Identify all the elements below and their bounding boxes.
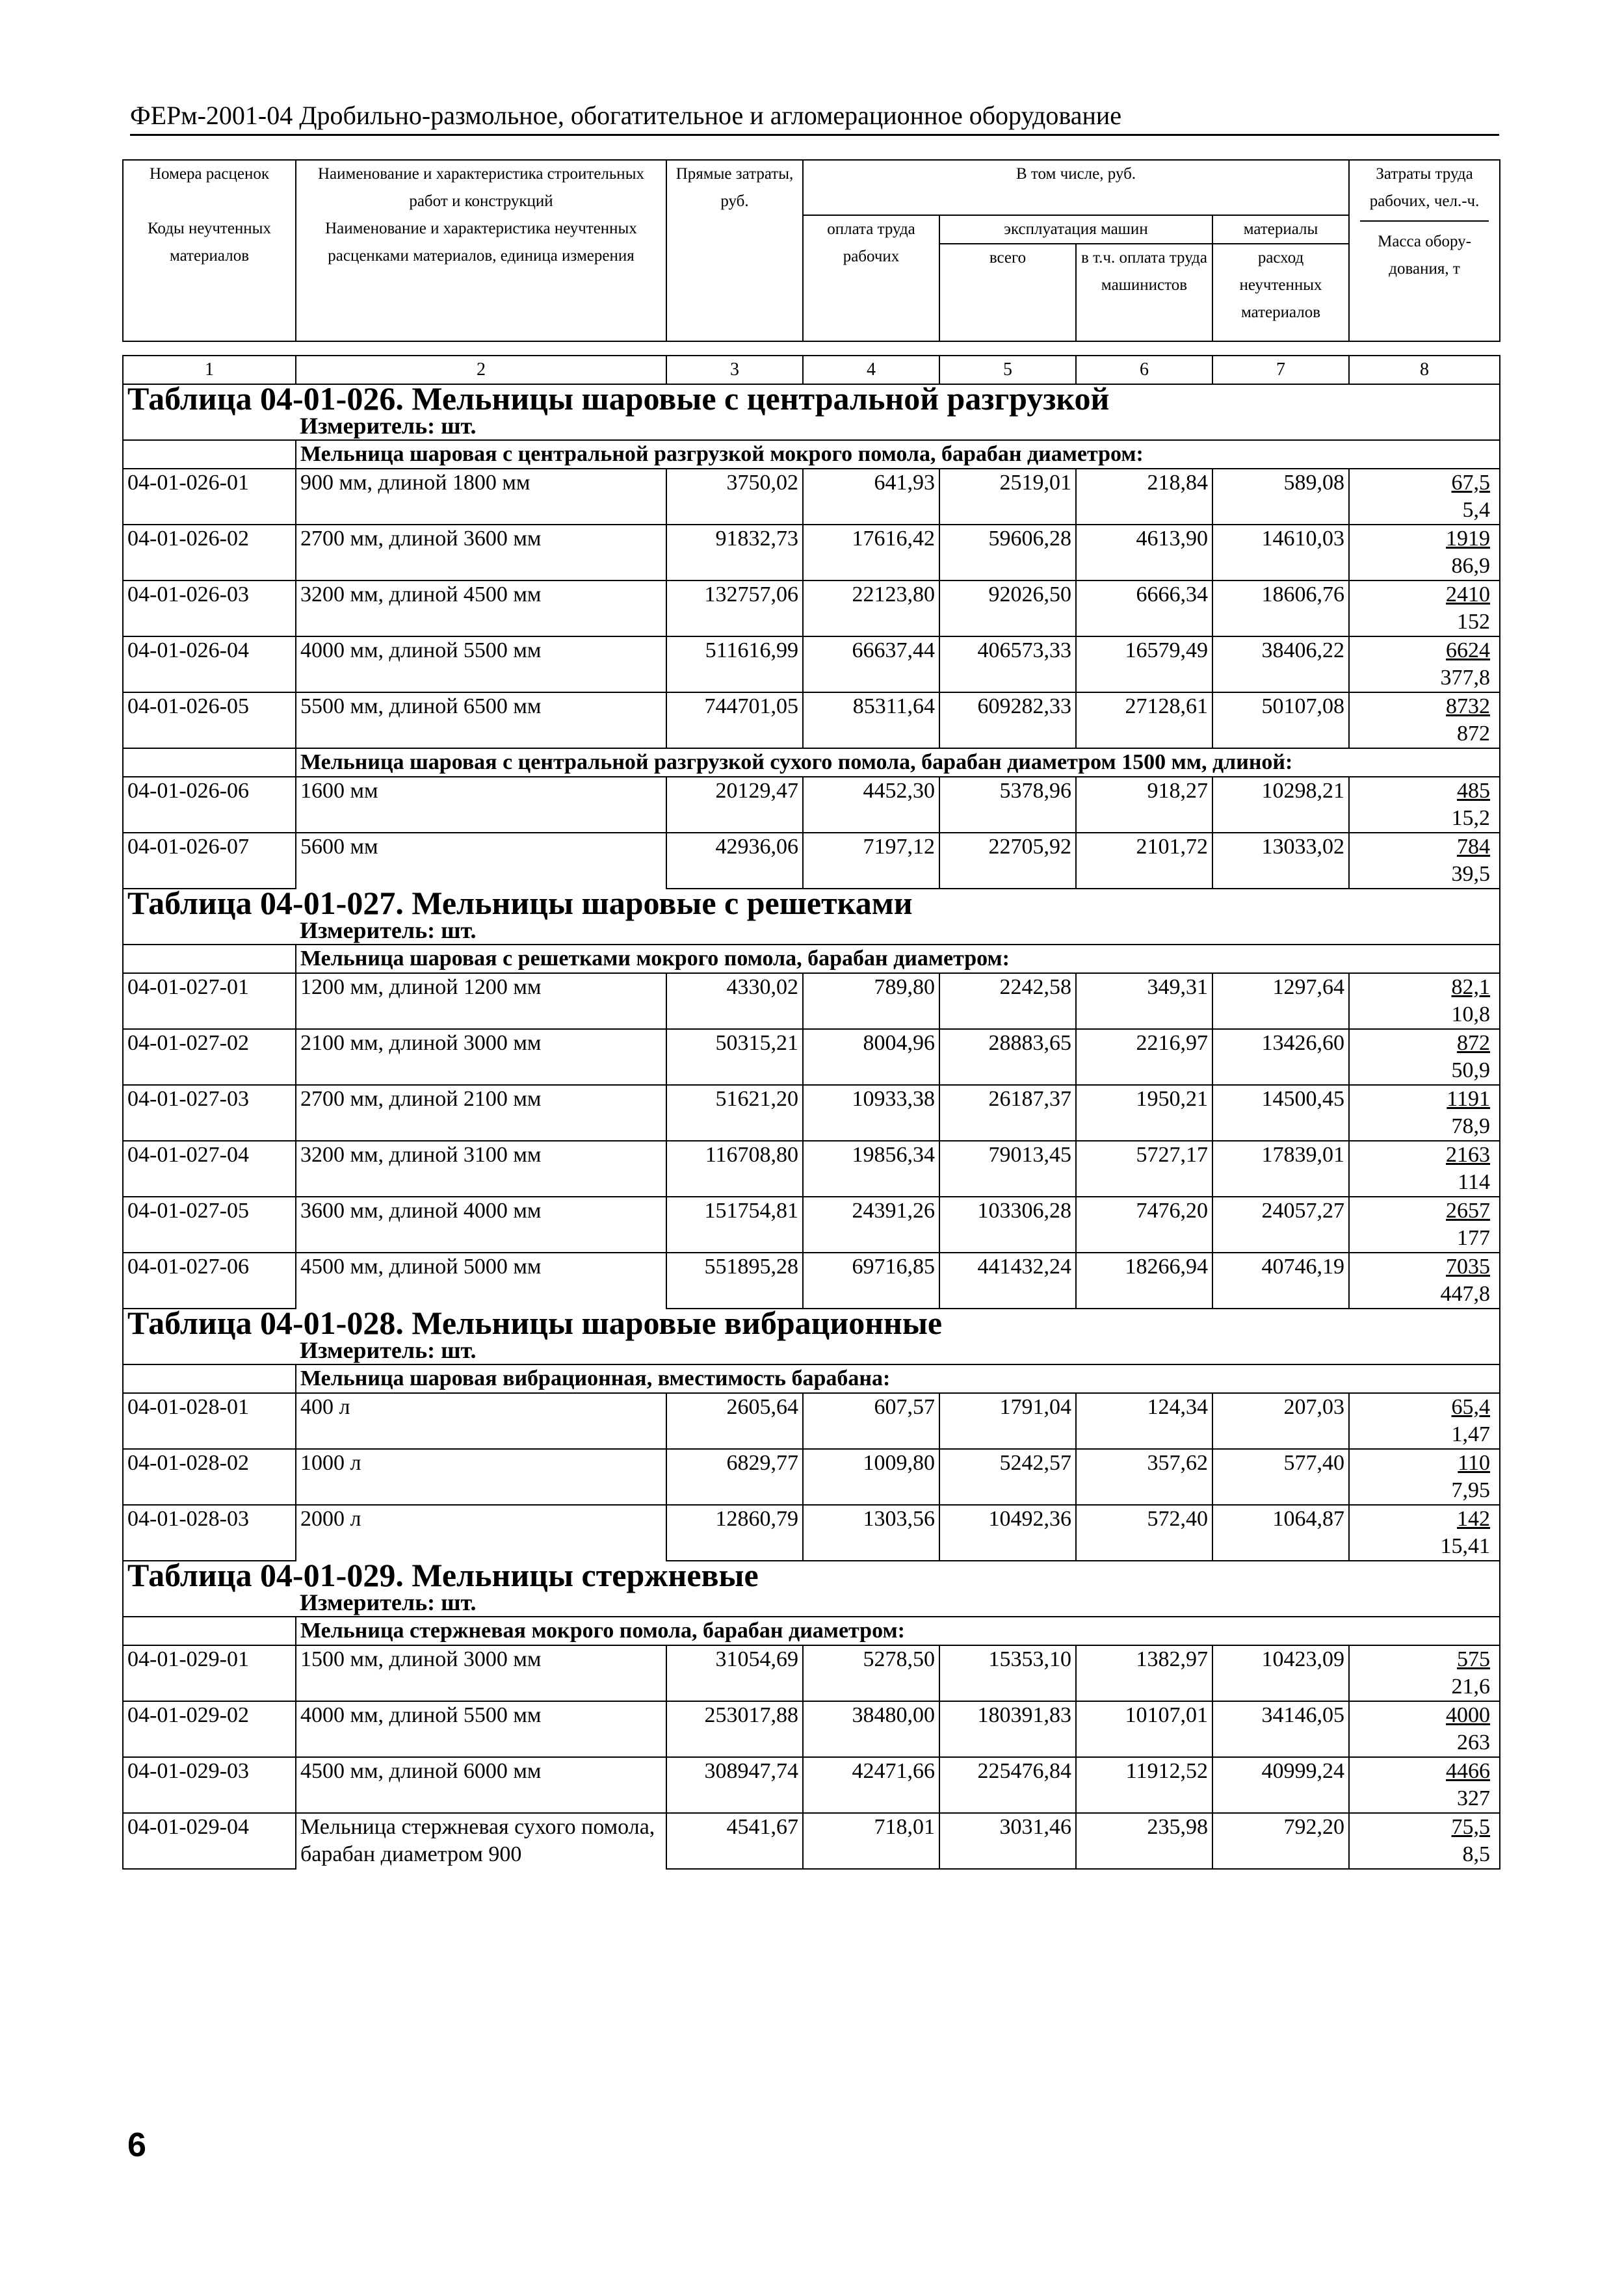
labor-wages: 5278,50 bbox=[803, 1645, 939, 1673]
equipment-mass: 377,8 bbox=[1349, 664, 1500, 692]
col-number: 6 bbox=[1076, 356, 1212, 384]
labor-hours bbox=[1349, 1757, 1500, 1785]
machinists-wages: 572,40 bbox=[1076, 1505, 1212, 1533]
equipment-mass: 21,6 bbox=[1349, 1673, 1500, 1701]
labor-hours bbox=[1349, 1141, 1500, 1169]
machines-header: эксплуатация машин bbox=[939, 215, 1212, 244]
rate-code: 04-01-026-04 bbox=[123, 636, 296, 664]
machines-total: 15353,10 bbox=[939, 1645, 1076, 1673]
machines-total: 22705,92 bbox=[939, 833, 1076, 861]
col4-header: оплата труда рабочих bbox=[803, 215, 939, 341]
equipment-mass: 86,9 bbox=[1349, 553, 1500, 581]
work-description: 3600 мм, длиной 4000 мм bbox=[296, 1197, 666, 1253]
direct-costs: 31054,69 bbox=[666, 1645, 803, 1673]
table-row bbox=[123, 1029, 1500, 1057]
machinists-wages: 918,27 bbox=[1076, 777, 1212, 805]
rate-code: 04-01-028-03 bbox=[123, 1505, 296, 1533]
rate-code: 04-01-027-04 bbox=[123, 1141, 296, 1169]
rate-code: 04-01-028-02 bbox=[123, 1449, 296, 1477]
work-description: 1500 мм, длиной 3000 мм bbox=[296, 1645, 666, 1701]
machinists-wages: 218,84 bbox=[1076, 469, 1212, 497]
col-number: 2 bbox=[296, 356, 666, 384]
table-row bbox=[123, 1757, 1500, 1785]
labor-hours bbox=[1349, 777, 1500, 805]
labor-wages: 4452,30 bbox=[803, 777, 939, 805]
direct-costs: 3750,02 bbox=[666, 469, 803, 497]
direct-costs: 91832,73 bbox=[666, 525, 803, 553]
machines-total: 3031,46 bbox=[939, 1813, 1076, 1841]
equipment-mass: 114 bbox=[1349, 1169, 1500, 1197]
table-row bbox=[123, 1253, 1500, 1281]
equipment-mass: 177 bbox=[1349, 1225, 1500, 1253]
materials-cost: 10298,21 bbox=[1212, 777, 1349, 805]
rate-code: 04-01-026-07 bbox=[123, 833, 296, 861]
direct-costs: 4541,67 bbox=[666, 1813, 803, 1841]
labor-hours bbox=[1349, 1701, 1500, 1729]
table-row bbox=[123, 525, 1500, 553]
labor-hours-value: 1919 bbox=[1446, 527, 1491, 551]
labor-wages: 69716,85 bbox=[803, 1253, 939, 1281]
table-row bbox=[123, 692, 1500, 720]
materials-cost: 14610,03 bbox=[1212, 525, 1349, 553]
materials-cost: 1297,64 bbox=[1212, 973, 1349, 1001]
labor-wages: 1303,56 bbox=[803, 1505, 939, 1533]
labor-hours bbox=[1349, 1029, 1500, 1057]
materials-cost: 577,40 bbox=[1212, 1449, 1349, 1477]
direct-costs: 132757,06 bbox=[666, 581, 803, 608]
labor-wages: 8004,96 bbox=[803, 1029, 939, 1057]
machinists-wages: 6666,34 bbox=[1076, 581, 1212, 608]
direct-costs: 511616,99 bbox=[666, 636, 803, 664]
labor-hours-value: 6624 bbox=[1446, 638, 1491, 662]
col7-header: расход неучтенных материалов bbox=[1212, 244, 1349, 341]
machinists-wages: 4613,90 bbox=[1076, 525, 1212, 553]
rate-code: 04-01-027-01 bbox=[123, 973, 296, 1001]
materials-cost: 24057,27 bbox=[1212, 1197, 1349, 1225]
work-description: 1000 л bbox=[296, 1449, 666, 1505]
work-description: 1600 мм bbox=[296, 777, 666, 833]
materials-header: материалы bbox=[1212, 215, 1349, 244]
col1-bottom-header: Коды неучтенных материалов bbox=[123, 215, 296, 341]
table-row bbox=[123, 973, 1500, 1001]
machinists-wages: 27128,61 bbox=[1076, 692, 1212, 720]
rate-code: 04-01-027-05 bbox=[123, 1197, 296, 1225]
labor-hours bbox=[1349, 1645, 1500, 1673]
table-title: Таблица 04-01-028. Мельницы шаровые вибрационные bbox=[123, 1309, 1500, 1337]
labor-hours bbox=[1349, 1813, 1500, 1841]
col8-header bbox=[1349, 160, 1500, 341]
rates-table bbox=[122, 159, 1500, 1870]
col-number: 8 bbox=[1349, 356, 1500, 384]
materials-cost: 17839,01 bbox=[1212, 1141, 1349, 1169]
direct-costs: 20129,47 bbox=[666, 777, 803, 805]
labor-hours-value: 4000 bbox=[1446, 1703, 1491, 1727]
incl-header: В том числе, руб. bbox=[803, 160, 1349, 215]
machines-total: 609282,33 bbox=[939, 692, 1076, 720]
table-row bbox=[123, 469, 1500, 497]
machines-total: 79013,45 bbox=[939, 1141, 1076, 1169]
work-description: 2700 мм, длиной 3600 мм bbox=[296, 525, 666, 581]
table-row bbox=[123, 581, 1500, 608]
table-row bbox=[123, 1505, 1500, 1533]
rate-code: 04-01-029-03 bbox=[123, 1757, 296, 1785]
direct-costs: 6829,77 bbox=[666, 1449, 803, 1477]
machinists-wages: 1382,97 bbox=[1076, 1645, 1212, 1673]
rate-code: 04-01-029-04 bbox=[123, 1813, 296, 1841]
direct-costs: 2605,64 bbox=[666, 1393, 803, 1421]
labor-hours bbox=[1349, 1085, 1500, 1113]
labor-hours bbox=[1349, 1505, 1500, 1533]
machinists-wages: 7476,20 bbox=[1076, 1197, 1212, 1225]
labor-hours bbox=[1349, 973, 1500, 1001]
equipment-mass: 39,5 bbox=[1349, 861, 1500, 889]
group-label: Мельница шаровая с центральной разгрузкой сухого помола, барабан диаметром 1500 мм, длиной: bbox=[296, 748, 1500, 777]
col8-bottom-header: Масса обору-дования, т bbox=[1378, 233, 1471, 278]
labor-hours bbox=[1349, 636, 1500, 664]
direct-costs: 308947,74 bbox=[666, 1757, 803, 1785]
machines-total: 180391,83 bbox=[939, 1701, 1076, 1729]
direct-costs: 4330,02 bbox=[666, 973, 803, 1001]
table-row bbox=[123, 777, 1500, 805]
rate-code: 04-01-026-02 bbox=[123, 525, 296, 553]
table-title: Таблица 04-01-026. Мельницы шаровые с центральной разгрузкой bbox=[123, 384, 1500, 412]
labor-hours bbox=[1349, 1393, 1500, 1421]
group-label: Мельница шаровая с решетками мокрого помола, барабан диаметром: bbox=[296, 945, 1500, 973]
machines-total: 441432,24 bbox=[939, 1253, 1076, 1281]
measure-unit: Измеритель: шт. bbox=[296, 1589, 1500, 1617]
materials-cost: 589,08 bbox=[1212, 469, 1349, 497]
work-description: 2700 мм, длиной 2100 мм bbox=[296, 1085, 666, 1141]
labor-wages: 718,01 bbox=[803, 1813, 939, 1841]
col1-top-header: Номера расценок bbox=[123, 160, 296, 215]
materials-cost: 10423,09 bbox=[1212, 1645, 1349, 1673]
equipment-mass: 872 bbox=[1349, 720, 1500, 748]
machinists-wages: 11912,52 bbox=[1076, 1757, 1212, 1785]
labor-wages: 38480,00 bbox=[803, 1701, 939, 1729]
measure-unit: Измеритель: шт. bbox=[296, 412, 1500, 440]
machines-total: 406573,33 bbox=[939, 636, 1076, 664]
machinists-wages: 18266,94 bbox=[1076, 1253, 1212, 1281]
machinists-wages: 124,34 bbox=[1076, 1393, 1212, 1421]
measure-unit: Измеритель: шт. bbox=[296, 917, 1500, 945]
table-title: Таблица 04-01-027. Мельницы шаровые с решетками bbox=[123, 889, 1500, 917]
labor-wages: 607,57 bbox=[803, 1393, 939, 1421]
work-description: 4500 мм, длиной 5000 мм bbox=[296, 1253, 666, 1309]
page-header-title: ФЕРм-2001-04 Дробильно-размольное, обогатительное и агломерационное оборудование bbox=[130, 98, 1499, 136]
machines-total: 1791,04 bbox=[939, 1393, 1076, 1421]
col8-top-header: Затраты труда рабочих, чел.-ч. bbox=[1360, 161, 1489, 222]
materials-cost: 18606,76 bbox=[1212, 581, 1349, 608]
table-row bbox=[123, 1393, 1500, 1421]
materials-cost: 14500,45 bbox=[1212, 1085, 1349, 1113]
group-label: Мельница шаровая вибрационная, вместимость барабана: bbox=[296, 1364, 1500, 1393]
rate-code: 04-01-026-01 bbox=[123, 469, 296, 497]
materials-cost: 50107,08 bbox=[1212, 692, 1349, 720]
machines-total: 103306,28 bbox=[939, 1197, 1076, 1225]
labor-hours bbox=[1349, 469, 1500, 497]
work-description: 4500 мм, длиной 6000 мм bbox=[296, 1757, 666, 1813]
labor-wages: 17616,42 bbox=[803, 525, 939, 553]
direct-costs: 42936,06 bbox=[666, 833, 803, 861]
labor-hours-value: 67,5 bbox=[1451, 471, 1491, 495]
equipment-mass: 15,2 bbox=[1349, 805, 1500, 833]
equipment-mass: 152 bbox=[1349, 608, 1500, 636]
rate-code: 04-01-027-03 bbox=[123, 1085, 296, 1113]
labor-hours bbox=[1349, 525, 1500, 553]
col-number: 1 bbox=[123, 356, 296, 384]
labor-hours-value: 7035 bbox=[1446, 1255, 1491, 1279]
work-description: 4000 мм, длиной 5500 мм bbox=[296, 636, 666, 692]
table-row bbox=[123, 1141, 1500, 1169]
equipment-mass: 327 bbox=[1349, 1785, 1500, 1813]
equipment-mass: 78,9 bbox=[1349, 1113, 1500, 1141]
machinists-wages: 10107,01 bbox=[1076, 1701, 1212, 1729]
equipment-mass: 10,8 bbox=[1349, 1001, 1500, 1029]
work-description: Мельница стержневая сухого помола, барабан диаметром 900 bbox=[296, 1813, 666, 1869]
work-description: 3200 мм, длиной 3100 мм bbox=[296, 1141, 666, 1197]
rate-code: 04-01-029-01 bbox=[123, 1645, 296, 1673]
machines-total: 59606,28 bbox=[939, 525, 1076, 553]
col2-top-header: Наименование и характеристика строительных работ и конструкций bbox=[296, 160, 666, 215]
col6-header: в т.ч. оплата труда машинистов bbox=[1076, 244, 1212, 341]
direct-costs: 50315,21 bbox=[666, 1029, 803, 1057]
materials-cost: 792,20 bbox=[1212, 1813, 1349, 1841]
table-row bbox=[123, 1645, 1500, 1673]
column-headers bbox=[123, 160, 1500, 384]
machines-total: 225476,84 bbox=[939, 1757, 1076, 1785]
materials-cost: 1064,87 bbox=[1212, 1505, 1349, 1533]
work-description: 4000 мм, длиной 5500 мм bbox=[296, 1701, 666, 1757]
work-description: 5500 мм, длиной 6500 мм bbox=[296, 692, 666, 748]
work-description: 2100 мм, длиной 3000 мм bbox=[296, 1029, 666, 1085]
direct-costs: 51621,20 bbox=[666, 1085, 803, 1113]
direct-costs: 151754,81 bbox=[666, 1197, 803, 1225]
labor-hours-value: 784 bbox=[1457, 835, 1491, 859]
rate-code: 04-01-026-06 bbox=[123, 777, 296, 805]
machines-total: 5378,96 bbox=[939, 777, 1076, 805]
table-row bbox=[123, 833, 1500, 861]
rate-code: 04-01-026-03 bbox=[123, 581, 296, 608]
labor-hours-value: 4466 bbox=[1446, 1759, 1491, 1783]
labor-hours bbox=[1349, 692, 1500, 720]
col2-bottom-header: Наименование и характеристика неучтенных расценками материалов, единица измерения bbox=[296, 215, 666, 341]
direct-costs: 551895,28 bbox=[666, 1253, 803, 1281]
machines-total: 28883,65 bbox=[939, 1029, 1076, 1057]
rate-code: 04-01-026-05 bbox=[123, 692, 296, 720]
table-row bbox=[123, 1085, 1500, 1113]
direct-costs: 253017,88 bbox=[666, 1701, 803, 1729]
machinists-wages: 5727,17 bbox=[1076, 1141, 1212, 1169]
materials-cost: 34146,05 bbox=[1212, 1701, 1349, 1729]
materials-cost: 13033,02 bbox=[1212, 833, 1349, 861]
equipment-mass: 5,4 bbox=[1349, 497, 1500, 525]
machines-total: 26187,37 bbox=[939, 1085, 1076, 1113]
labor-hours bbox=[1349, 1449, 1500, 1477]
labor-hours bbox=[1349, 1253, 1500, 1281]
labor-hours-value: 75,5 bbox=[1451, 1815, 1491, 1839]
direct-costs: 12860,79 bbox=[666, 1505, 803, 1533]
rate-code: 04-01-027-06 bbox=[123, 1253, 296, 1281]
materials-cost: 40746,19 bbox=[1212, 1253, 1349, 1281]
rate-code: 04-01-027-02 bbox=[123, 1029, 296, 1057]
measure-unit: Измеритель: шт. bbox=[296, 1337, 1500, 1364]
machinists-wages: 235,98 bbox=[1076, 1813, 1212, 1841]
labor-hours-value: 65,4 bbox=[1451, 1395, 1491, 1419]
equipment-mass: 50,9 bbox=[1349, 1057, 1500, 1085]
machines-total: 2519,01 bbox=[939, 469, 1076, 497]
machinists-wages: 2101,72 bbox=[1076, 833, 1212, 861]
labor-hours bbox=[1349, 1197, 1500, 1225]
labor-hours-value: 575 bbox=[1457, 1647, 1491, 1671]
direct-costs: 744701,05 bbox=[666, 692, 803, 720]
rate-code: 04-01-029-02 bbox=[123, 1701, 296, 1729]
labor-hours-value: 485 bbox=[1457, 779, 1491, 803]
work-description: 900 мм, длиной 1800 мм bbox=[296, 469, 666, 525]
labor-wages: 24391,26 bbox=[803, 1197, 939, 1225]
direct-costs: 116708,80 bbox=[666, 1141, 803, 1169]
work-description: 3200 мм, длиной 4500 мм bbox=[296, 581, 666, 636]
col-number: 7 bbox=[1212, 356, 1349, 384]
labor-wages: 7197,12 bbox=[803, 833, 939, 861]
labor-wages: 641,93 bbox=[803, 469, 939, 497]
table-row bbox=[123, 1701, 1500, 1729]
labor-hours-value: 2657 bbox=[1446, 1199, 1491, 1223]
machines-total: 10492,36 bbox=[939, 1505, 1076, 1533]
machinists-wages: 1950,21 bbox=[1076, 1085, 1212, 1113]
materials-cost: 13426,60 bbox=[1212, 1029, 1349, 1057]
labor-hours-value: 2163 bbox=[1446, 1143, 1491, 1167]
labor-wages: 22123,80 bbox=[803, 581, 939, 608]
machinists-wages: 16579,49 bbox=[1076, 636, 1212, 664]
machines-total: 92026,50 bbox=[939, 581, 1076, 608]
table-row bbox=[123, 1449, 1500, 1477]
work-description: 400 л bbox=[296, 1393, 666, 1449]
labor-hours-value: 110 bbox=[1458, 1451, 1491, 1475]
rate-code: 04-01-028-01 bbox=[123, 1393, 296, 1421]
materials-cost: 40999,24 bbox=[1212, 1757, 1349, 1785]
labor-wages: 10933,38 bbox=[803, 1085, 939, 1113]
materials-cost: 38406,22 bbox=[1212, 636, 1349, 664]
machines-total: 5242,57 bbox=[939, 1449, 1076, 1477]
equipment-mass: 1,47 bbox=[1349, 1421, 1500, 1449]
machines-total: 2242,58 bbox=[939, 973, 1076, 1001]
page-number: 6 bbox=[127, 2126, 146, 2164]
group-label: Мельница стержневая мокрого помола, барабан диаметром: bbox=[296, 1617, 1500, 1645]
equipment-mass: 15,41 bbox=[1349, 1533, 1500, 1561]
labor-wages: 85311,64 bbox=[803, 692, 939, 720]
labor-hours-value: 2410 bbox=[1446, 582, 1491, 607]
labor-hours bbox=[1349, 833, 1500, 861]
materials-cost: 207,03 bbox=[1212, 1393, 1349, 1421]
labor-hours-value: 142 bbox=[1457, 1507, 1491, 1531]
labor-wages: 789,80 bbox=[803, 973, 939, 1001]
table-row bbox=[123, 1197, 1500, 1225]
table-row bbox=[123, 1813, 1500, 1841]
equipment-mass: 263 bbox=[1349, 1729, 1500, 1757]
labor-hours-value: 82,1 bbox=[1451, 975, 1491, 999]
equipment-mass: 7,95 bbox=[1349, 1477, 1500, 1505]
group-label: Мельница шаровая с центральной разгрузкой мокрого помола, барабан диаметром: bbox=[296, 440, 1500, 469]
labor-wages: 42471,66 bbox=[803, 1757, 939, 1785]
machinists-wages: 2216,97 bbox=[1076, 1029, 1212, 1057]
table-title: Таблица 04-01-029. Мельницы стержневые bbox=[123, 1561, 1500, 1589]
labor-wages: 66637,44 bbox=[803, 636, 939, 664]
labor-wages: 1009,80 bbox=[803, 1449, 939, 1477]
work-description: 2000 л bbox=[296, 1505, 666, 1561]
labor-wages: 19856,34 bbox=[803, 1141, 939, 1169]
col-number: 4 bbox=[803, 356, 939, 384]
table-row bbox=[123, 636, 1500, 664]
labor-hours-value: 8732 bbox=[1446, 694, 1491, 718]
machinists-wages: 349,31 bbox=[1076, 973, 1212, 1001]
labor-hours bbox=[1349, 581, 1500, 608]
col5-header: всего bbox=[939, 244, 1076, 341]
work-description: 5600 мм bbox=[296, 833, 666, 889]
labor-hours-value: 872 bbox=[1457, 1031, 1491, 1055]
table-body bbox=[123, 380, 1500, 1869]
col-number: 3 bbox=[666, 356, 803, 384]
col3-header: Прямые затраты, руб. bbox=[666, 160, 803, 341]
col-number: 5 bbox=[939, 356, 1076, 384]
work-description: 1200 мм, длиной 1200 мм bbox=[296, 973, 666, 1029]
equipment-mass: 8,5 bbox=[1349, 1841, 1500, 1869]
machinists-wages: 357,62 bbox=[1076, 1449, 1212, 1477]
labor-hours-value: 1191 bbox=[1447, 1087, 1491, 1111]
equipment-mass: 447,8 bbox=[1349, 1281, 1500, 1309]
